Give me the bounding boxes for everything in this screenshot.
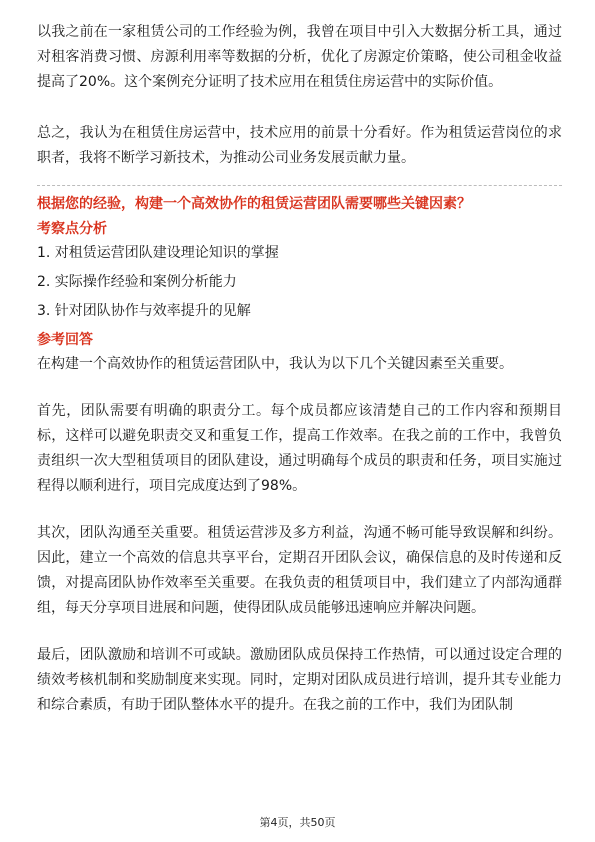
reference-lead: 在构建一个高效协作的租赁运营团队中，我认为以下几个关键因素至关重要。 [37,356,513,372]
page-footer [0,814,595,830]
intro-paragraph-2: 总之，我认为在租赁住房运营中，技术应用的前景十分看好。作为租赁运营岗位的求职者，我将不断学习新技术，为推动公司业务发展贡献力量。 [37,125,562,166]
reference-paragraph-2: 其次，团队沟通至关重要。租赁运营涉及多方利益，沟通不畅可能导致误解和纠纷。因此，建立一个高效的信息共享平台，定期召开团队会议，确保信息的及时传递和反馈，对提高团队协作效率至关重要。在我负责的租赁项目中，我们建立了内部沟通群组，每天分享项目进展和问题，使得团队成员能够迅速响应并解决问题。 [37,525,562,616]
interview-question: 根据您的经验，构建一个高效协作的租赁运营团队需要哪些关键因素？ [37,196,471,212]
page-number: 第4页，共50页 [259,816,336,829]
analysis-point-2: 2. 实际操作经验和案例分析能力 [37,274,237,290]
intro-paragraph-1: 以我之前在一家租赁公司的工作经验为例，我曾在项目中引入大数据分析工具，通过对租客消费习惯、房源利用率等数据的分析，优化了房源定价策略，使公司租金收益提高了20%。这个案例充分证明了技术应用在租赁住房运营中的实际价值。 [37,24,562,90]
analysis-label: 考察点分析 [37,221,107,237]
section-divider [37,185,562,186]
reference-paragraph-3: 最后，团队激励和培训不可或缺。激励团队成员保持工作热情，可以通过设定合理的绩效考核机制和奖励制度来实现。同时，定期对团队成员进行培训，提升其专业能力和综合素质，有助于团队整体水平的提升。在我之前的工作中，我们为团队制 [37,647,562,713]
analysis-point-1: 1. 对租赁运营团队建设理论知识的掌握 [37,245,279,261]
reference-paragraph-1: 首先，团队需要有明确的职责分工。每个成员都应该清楚自己的工作内容和预期目标，这样可以避免职责交叉和重复工作，提高工作效率。在我之前的工作中，我曾负责组织一次大型租赁项目的团队建设，通过明确每个成员的职责和任务，项目实施过程得以顺利进行，项目完成度达到了98%。 [37,403,562,494]
analysis-point-3: 3. 针对团队协作与效率提升的见解 [37,303,251,319]
reference-label: 参考回答 [37,332,93,348]
document-page [37,20,562,718]
